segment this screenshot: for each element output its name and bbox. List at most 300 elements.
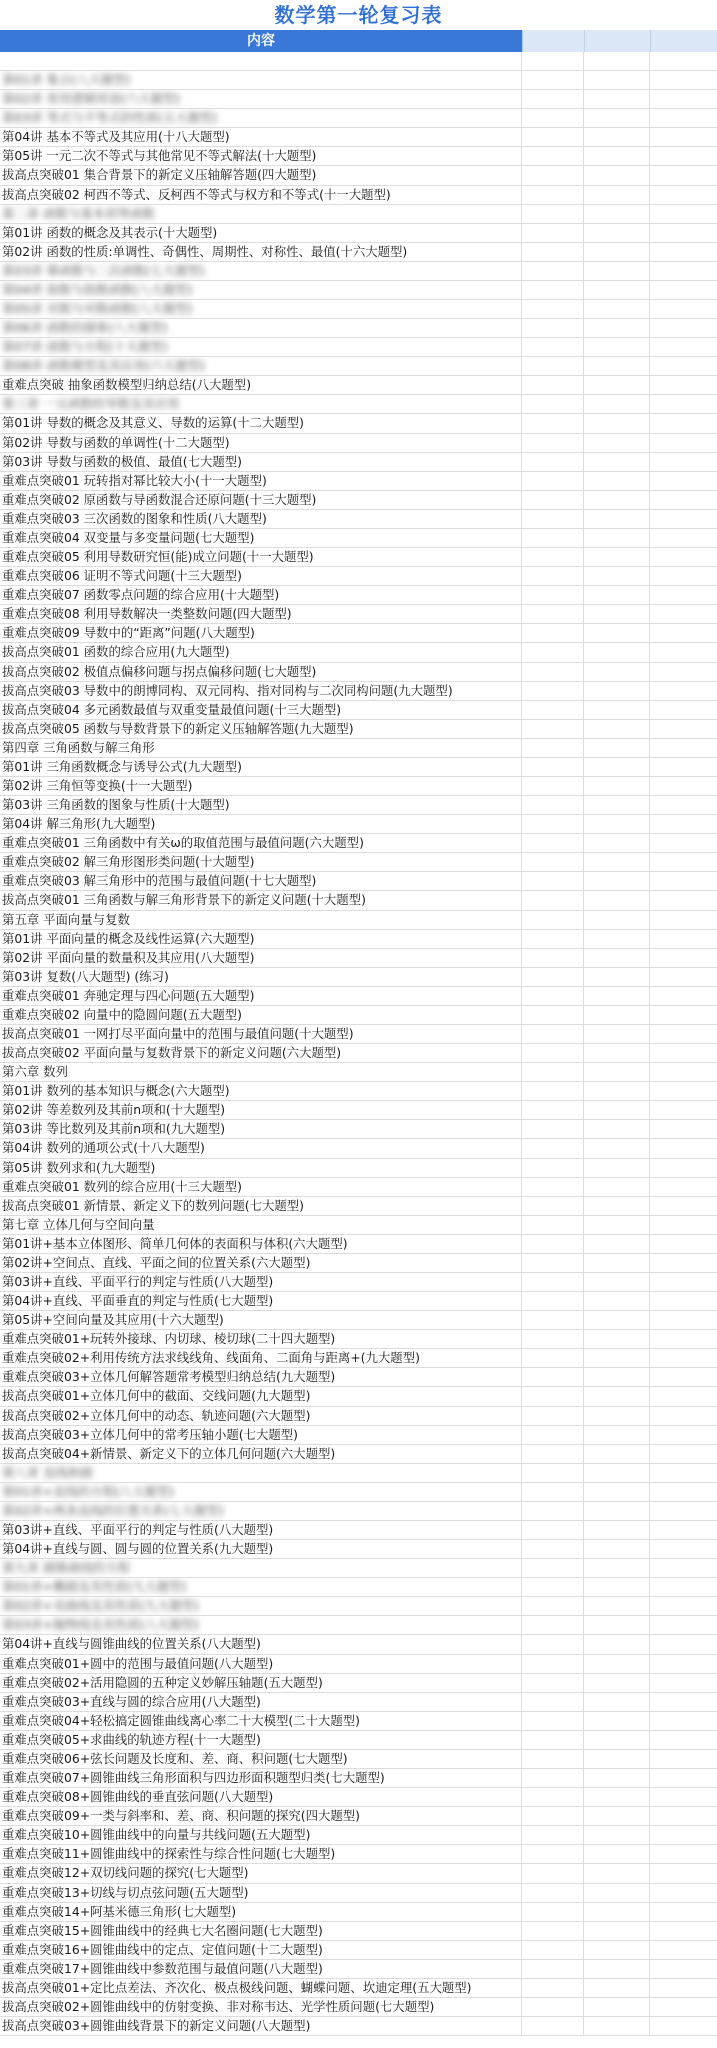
content-cell[interactable]: [0, 1750, 522, 1768]
empty-cell-3[interactable]: [584, 853, 650, 871]
empty-cell-3[interactable]: [584, 1349, 650, 1367]
empty-cell-4[interactable]: [650, 911, 717, 929]
empty-cell-3[interactable]: [584, 52, 650, 70]
column-header-4[interactable]: [651, 30, 717, 52]
content-column-header[interactable]: 内容: [0, 30, 523, 52]
empty-cell-4[interactable]: [650, 300, 717, 318]
empty-cell-4[interactable]: [650, 1693, 717, 1711]
content-cell[interactable]: [0, 624, 522, 642]
empty-cell-3[interactable]: [584, 414, 650, 432]
empty-cell-4[interactable]: [650, 1101, 717, 1119]
empty-cell-2[interactable]: [522, 1101, 584, 1119]
content-cell[interactable]: [0, 1769, 522, 1787]
empty-cell-2[interactable]: [522, 395, 584, 413]
empty-cell-2[interactable]: [522, 891, 584, 909]
empty-cell-3[interactable]: [584, 1578, 650, 1596]
empty-cell-3[interactable]: [584, 1674, 650, 1692]
content-cell[interactable]: [0, 1063, 522, 1081]
content-cell[interactable]: [0, 1655, 522, 1673]
empty-cell-3[interactable]: [584, 1101, 650, 1119]
empty-cell-2[interactable]: [522, 2017, 584, 2035]
empty-cell-2[interactable]: [522, 1063, 584, 1081]
content-cell[interactable]: [0, 720, 522, 738]
empty-cell-2[interactable]: [522, 796, 584, 814]
empty-cell-3[interactable]: [584, 1426, 650, 1444]
empty-cell-2[interactable]: [522, 1674, 584, 1692]
content-cell[interactable]: [0, 1807, 522, 1825]
empty-cell-3[interactable]: [584, 510, 650, 528]
empty-cell-4[interactable]: [650, 891, 717, 909]
empty-cell-2[interactable]: [522, 1502, 584, 1520]
empty-cell-2[interactable]: [522, 1235, 584, 1253]
empty-cell-3[interactable]: [584, 186, 650, 204]
empty-cell-2[interactable]: [522, 1559, 584, 1577]
empty-cell-3[interactable]: [584, 1387, 650, 1405]
empty-cell-2[interactable]: [522, 1731, 584, 1749]
empty-cell-2[interactable]: [522, 968, 584, 986]
empty-cell-4[interactable]: [650, 1559, 717, 1577]
empty-cell-4[interactable]: [650, 262, 717, 280]
empty-cell-3[interactable]: [584, 624, 650, 642]
empty-cell-4[interactable]: [650, 1006, 717, 1024]
empty-cell-2[interactable]: [522, 1998, 584, 2016]
empty-cell-2[interactable]: [522, 224, 584, 242]
empty-cell-4[interactable]: [650, 1712, 717, 1730]
empty-cell-4[interactable]: [650, 1216, 717, 1234]
column-header-2[interactable]: [523, 30, 585, 52]
content-cell[interactable]: [0, 663, 522, 681]
empty-cell-4[interactable]: [650, 1407, 717, 1425]
content-cell[interactable]: [0, 548, 522, 566]
empty-cell-4[interactable]: [650, 1769, 717, 1787]
empty-cell-3[interactable]: [584, 224, 650, 242]
empty-cell-3[interactable]: [584, 1655, 650, 1673]
empty-cell-2[interactable]: [522, 1788, 584, 1806]
empty-cell-3[interactable]: [584, 357, 650, 375]
content-cell[interactable]: [0, 186, 522, 204]
content-cell[interactable]: [0, 911, 522, 929]
content-cell[interactable]: [0, 1979, 522, 1997]
content-cell[interactable]: [0, 1826, 522, 1844]
empty-cell-4[interactable]: [650, 395, 717, 413]
empty-cell-3[interactable]: [584, 1864, 650, 1882]
empty-cell-4[interactable]: [650, 1903, 717, 1921]
content-cell[interactable]: [0, 1368, 522, 1386]
empty-cell-3[interactable]: [584, 1483, 650, 1501]
content-cell[interactable]: [0, 205, 522, 223]
empty-cell-2[interactable]: [522, 663, 584, 681]
empty-cell-3[interactable]: [584, 1845, 650, 1863]
empty-cell-3[interactable]: [584, 71, 650, 89]
empty-cell-4[interactable]: [650, 1597, 717, 1615]
content-cell[interactable]: [0, 1330, 522, 1348]
empty-cell-3[interactable]: [584, 90, 650, 108]
empty-cell-4[interactable]: [650, 1139, 717, 1157]
empty-cell-2[interactable]: [522, 1178, 584, 1196]
empty-cell-3[interactable]: [584, 1311, 650, 1329]
empty-cell-3[interactable]: [584, 1597, 650, 1615]
empty-cell-3[interactable]: [584, 1254, 650, 1272]
empty-cell-2[interactable]: [522, 1159, 584, 1177]
content-cell[interactable]: [0, 815, 522, 833]
empty-cell-3[interactable]: [584, 1368, 650, 1386]
empty-cell-4[interactable]: [650, 357, 717, 375]
empty-cell-2[interactable]: [522, 1006, 584, 1024]
empty-cell-4[interactable]: [650, 1731, 717, 1749]
empty-cell-3[interactable]: [584, 300, 650, 318]
empty-cell-2[interactable]: [522, 109, 584, 127]
empty-cell-2[interactable]: [522, 52, 584, 70]
empty-cell-3[interactable]: [584, 567, 650, 585]
empty-cell-3[interactable]: [584, 434, 650, 452]
empty-cell-2[interactable]: [522, 1769, 584, 1787]
content-cell[interactable]: [0, 147, 522, 165]
content-cell[interactable]: [0, 1597, 522, 1615]
content-cell[interactable]: [0, 262, 522, 280]
empty-cell-3[interactable]: [584, 395, 650, 413]
empty-cell-2[interactable]: [522, 624, 584, 642]
empty-cell-3[interactable]: [584, 1941, 650, 1959]
empty-cell-2[interactable]: [522, 71, 584, 89]
empty-cell-3[interactable]: [584, 1235, 650, 1253]
empty-cell-4[interactable]: [650, 777, 717, 795]
empty-cell-3[interactable]: [584, 911, 650, 929]
empty-cell-2[interactable]: [522, 414, 584, 432]
empty-cell-2[interactable]: [522, 1483, 584, 1501]
content-cell[interactable]: [0, 376, 522, 394]
empty-cell-3[interactable]: [584, 930, 650, 948]
content-cell[interactable]: [0, 834, 522, 852]
empty-cell-4[interactable]: [650, 147, 717, 165]
empty-cell-3[interactable]: [584, 1922, 650, 1940]
empty-cell-4[interactable]: [650, 968, 717, 986]
empty-cell-3[interactable]: [584, 1960, 650, 1978]
content-cell[interactable]: [0, 1884, 522, 1902]
empty-cell-4[interactable]: [650, 128, 717, 146]
content-cell[interactable]: [0, 453, 522, 471]
content-cell[interactable]: [0, 1578, 522, 1596]
empty-cell-2[interactable]: [522, 682, 584, 700]
empty-cell-3[interactable]: [584, 453, 650, 471]
content-cell[interactable]: [0, 1178, 522, 1196]
empty-cell-2[interactable]: [522, 1387, 584, 1405]
empty-cell-4[interactable]: [650, 1426, 717, 1444]
empty-cell-3[interactable]: [584, 1044, 650, 1062]
content-cell[interactable]: [0, 1025, 522, 1043]
empty-cell-3[interactable]: [584, 1712, 650, 1730]
empty-cell-3[interactable]: [584, 605, 650, 623]
empty-cell-4[interactable]: [650, 548, 717, 566]
empty-cell-3[interactable]: [584, 166, 650, 184]
empty-cell-3[interactable]: [584, 262, 650, 280]
empty-cell-2[interactable]: [522, 1635, 584, 1653]
empty-cell-4[interactable]: [650, 834, 717, 852]
content-cell[interactable]: [0, 605, 522, 623]
empty-cell-4[interactable]: [650, 1159, 717, 1177]
content-cell[interactable]: [0, 472, 522, 490]
empty-cell-3[interactable]: [584, 1826, 650, 1844]
empty-cell-3[interactable]: [584, 643, 650, 661]
content-cell[interactable]: [0, 987, 522, 1005]
empty-cell-4[interactable]: [650, 949, 717, 967]
empty-cell-4[interactable]: [650, 472, 717, 490]
empty-cell-2[interactable]: [522, 1960, 584, 1978]
empty-cell-4[interactable]: [650, 1616, 717, 1634]
content-cell[interactable]: [0, 1273, 522, 1291]
empty-cell-4[interactable]: [650, 414, 717, 432]
empty-cell-2[interactable]: [522, 701, 584, 719]
empty-cell-4[interactable]: [650, 166, 717, 184]
empty-cell-4[interactable]: [650, 529, 717, 547]
empty-cell-3[interactable]: [584, 891, 650, 909]
content-cell[interactable]: [0, 853, 522, 871]
content-cell[interactable]: [0, 529, 522, 547]
empty-cell-4[interactable]: [650, 663, 717, 681]
content-cell[interactable]: [0, 300, 522, 318]
content-cell[interactable]: [0, 682, 522, 700]
empty-cell-2[interactable]: [522, 1292, 584, 1310]
content-cell[interactable]: [0, 1483, 522, 1501]
content-cell[interactable]: [0, 281, 522, 299]
empty-cell-4[interactable]: [650, 796, 717, 814]
empty-cell-2[interactable]: [522, 1254, 584, 1272]
empty-cell-3[interactable]: [584, 243, 650, 261]
content-cell[interactable]: [0, 968, 522, 986]
empty-cell-3[interactable]: [584, 376, 650, 394]
content-cell[interactable]: [0, 949, 522, 967]
empty-cell-4[interactable]: [650, 186, 717, 204]
empty-cell-4[interactable]: [650, 1922, 717, 1940]
empty-cell-4[interactable]: [650, 815, 717, 833]
content-cell[interactable]: [0, 777, 522, 795]
empty-cell-3[interactable]: [584, 128, 650, 146]
empty-cell-3[interactable]: [584, 1788, 650, 1806]
content-cell[interactable]: [0, 930, 522, 948]
empty-cell-4[interactable]: [650, 586, 717, 604]
empty-cell-2[interactable]: [522, 453, 584, 471]
content-cell[interactable]: [0, 1464, 522, 1482]
empty-cell-3[interactable]: [584, 1616, 650, 1634]
content-cell[interactable]: [0, 109, 522, 127]
empty-cell-4[interactable]: [650, 1655, 717, 1673]
empty-cell-3[interactable]: [584, 147, 650, 165]
empty-cell-4[interactable]: [650, 1750, 717, 1768]
empty-cell-4[interactable]: [650, 434, 717, 452]
content-cell[interactable]: [0, 701, 522, 719]
empty-cell-4[interactable]: [650, 205, 717, 223]
empty-cell-2[interactable]: [522, 1903, 584, 1921]
empty-cell-2[interactable]: [522, 90, 584, 108]
content-cell[interactable]: [0, 414, 522, 432]
empty-cell-3[interactable]: [584, 205, 650, 223]
empty-cell-4[interactable]: [650, 1330, 717, 1348]
empty-cell-3[interactable]: [584, 1445, 650, 1463]
empty-cell-4[interactable]: [650, 682, 717, 700]
empty-cell-3[interactable]: [584, 491, 650, 509]
empty-cell-3[interactable]: [584, 720, 650, 738]
empty-cell-3[interactable]: [584, 1006, 650, 1024]
content-cell[interactable]: [0, 1712, 522, 1730]
empty-cell-3[interactable]: [584, 281, 650, 299]
content-cell[interactable]: [0, 243, 522, 261]
empty-cell-3[interactable]: [584, 796, 650, 814]
empty-cell-3[interactable]: [584, 1464, 650, 1482]
empty-cell-3[interactable]: [584, 949, 650, 967]
empty-cell-3[interactable]: [584, 1330, 650, 1348]
content-cell[interactable]: [0, 1311, 522, 1329]
content-cell[interactable]: [0, 1635, 522, 1653]
empty-cell-4[interactable]: [650, 1521, 717, 1539]
content-cell[interactable]: [0, 1998, 522, 2016]
content-cell[interactable]: [0, 739, 522, 757]
empty-cell-3[interactable]: [584, 739, 650, 757]
content-cell[interactable]: [0, 643, 522, 661]
empty-cell-4[interactable]: [650, 1998, 717, 2016]
content-cell[interactable]: [0, 1426, 522, 1444]
content-cell[interactable]: [0, 395, 522, 413]
empty-cell-2[interactable]: [522, 1693, 584, 1711]
content-cell[interactable]: [0, 510, 522, 528]
empty-cell-3[interactable]: [584, 1120, 650, 1138]
empty-cell-3[interactable]: [584, 2017, 650, 2035]
empty-cell-2[interactable]: [522, 1330, 584, 1348]
empty-cell-3[interactable]: [584, 109, 650, 127]
empty-cell-2[interactable]: [522, 281, 584, 299]
content-cell[interactable]: [0, 1693, 522, 1711]
empty-cell-4[interactable]: [650, 1941, 717, 1959]
empty-cell-4[interactable]: [650, 1387, 717, 1405]
content-cell[interactable]: [0, 872, 522, 890]
empty-cell-4[interactable]: [650, 1254, 717, 1272]
empty-cell-4[interactable]: [650, 1178, 717, 1196]
empty-cell-2[interactable]: [522, 1082, 584, 1100]
empty-cell-3[interactable]: [584, 1025, 650, 1043]
content-cell[interactable]: [0, 1845, 522, 1863]
empty-cell-4[interactable]: [650, 624, 717, 642]
content-cell[interactable]: [0, 1941, 522, 1959]
empty-cell-4[interactable]: [650, 1349, 717, 1367]
empty-cell-3[interactable]: [584, 663, 650, 681]
content-cell[interactable]: [0, 1216, 522, 1234]
empty-cell-2[interactable]: [522, 147, 584, 165]
content-cell[interactable]: [0, 491, 522, 509]
empty-cell-2[interactable]: [522, 586, 584, 604]
empty-cell-4[interactable]: [650, 1445, 717, 1463]
empty-cell-2[interactable]: [522, 548, 584, 566]
content-cell[interactable]: [0, 338, 522, 356]
content-cell[interactable]: [0, 1292, 522, 1310]
empty-cell-2[interactable]: [522, 1445, 584, 1463]
content-cell[interactable]: [0, 586, 522, 604]
empty-cell-4[interactable]: [650, 1197, 717, 1215]
content-cell[interactable]: [0, 1120, 522, 1138]
empty-cell-2[interactable]: [522, 357, 584, 375]
empty-cell-3[interactable]: [584, 1159, 650, 1177]
empty-cell-3[interactable]: [584, 1540, 650, 1558]
empty-cell-2[interactable]: [522, 319, 584, 337]
empty-cell-4[interactable]: [650, 281, 717, 299]
empty-cell-2[interactable]: [522, 1540, 584, 1558]
content-cell[interactable]: [0, 1616, 522, 1634]
empty-cell-4[interactable]: [650, 567, 717, 585]
empty-cell-2[interactable]: [522, 1807, 584, 1825]
content-cell[interactable]: [0, 52, 522, 70]
empty-cell-2[interactable]: [522, 1426, 584, 1444]
empty-cell-3[interactable]: [584, 872, 650, 890]
content-cell[interactable]: [0, 796, 522, 814]
empty-cell-2[interactable]: [522, 1120, 584, 1138]
content-cell[interactable]: [0, 1101, 522, 1119]
content-cell[interactable]: [0, 128, 522, 146]
empty-cell-4[interactable]: [650, 510, 717, 528]
empty-cell-4[interactable]: [650, 243, 717, 261]
empty-cell-2[interactable]: [522, 1864, 584, 1882]
empty-cell-4[interactable]: [650, 1368, 717, 1386]
empty-cell-2[interactable]: [522, 1521, 584, 1539]
empty-cell-4[interactable]: [650, 987, 717, 1005]
empty-cell-4[interactable]: [650, 71, 717, 89]
content-cell[interactable]: [0, 1139, 522, 1157]
empty-cell-3[interactable]: [584, 987, 650, 1005]
empty-cell-2[interactable]: [522, 911, 584, 929]
empty-cell-2[interactable]: [522, 491, 584, 509]
empty-cell-4[interactable]: [650, 1864, 717, 1882]
empty-cell-4[interactable]: [650, 52, 717, 70]
content-cell[interactable]: [0, 1540, 522, 1558]
empty-cell-4[interactable]: [650, 376, 717, 394]
empty-cell-3[interactable]: [584, 682, 650, 700]
empty-cell-2[interactable]: [522, 1044, 584, 1062]
content-cell[interactable]: [0, 1159, 522, 1177]
empty-cell-2[interactable]: [522, 1712, 584, 1730]
empty-cell-3[interactable]: [584, 1273, 650, 1291]
empty-cell-2[interactable]: [522, 472, 584, 490]
empty-cell-2[interactable]: [522, 1025, 584, 1043]
empty-cell-4[interactable]: [650, 1235, 717, 1253]
empty-cell-2[interactable]: [522, 643, 584, 661]
empty-cell-2[interactable]: [522, 1139, 584, 1157]
column-header-3[interactable]: [585, 30, 651, 52]
empty-cell-2[interactable]: [522, 739, 584, 757]
empty-cell-4[interactable]: [650, 1826, 717, 1844]
empty-cell-4[interactable]: [650, 1578, 717, 1596]
empty-cell-4[interactable]: [650, 1063, 717, 1081]
empty-cell-2[interactable]: [522, 1311, 584, 1329]
empty-cell-3[interactable]: [584, 1769, 650, 1787]
empty-cell-2[interactable]: [522, 1826, 584, 1844]
content-cell[interactable]: [0, 1044, 522, 1062]
empty-cell-2[interactable]: [522, 376, 584, 394]
empty-cell-2[interactable]: [522, 529, 584, 547]
empty-cell-3[interactable]: [584, 472, 650, 490]
empty-cell-2[interactable]: [522, 834, 584, 852]
empty-cell-4[interactable]: [650, 1292, 717, 1310]
empty-cell-4[interactable]: [650, 643, 717, 661]
empty-cell-3[interactable]: [584, 1750, 650, 1768]
content-cell[interactable]: [0, 319, 522, 337]
content-cell[interactable]: [0, 1502, 522, 1520]
content-cell[interactable]: [0, 357, 522, 375]
empty-cell-2[interactable]: [522, 605, 584, 623]
empty-cell-4[interactable]: [650, 1273, 717, 1291]
content-cell[interactable]: [0, 71, 522, 89]
content-cell[interactable]: [0, 1903, 522, 1921]
empty-cell-4[interactable]: [650, 1502, 717, 1520]
empty-cell-2[interactable]: [522, 853, 584, 871]
empty-cell-2[interactable]: [522, 1979, 584, 1997]
empty-cell-3[interactable]: [584, 1998, 650, 2016]
content-cell[interactable]: [0, 1960, 522, 1978]
